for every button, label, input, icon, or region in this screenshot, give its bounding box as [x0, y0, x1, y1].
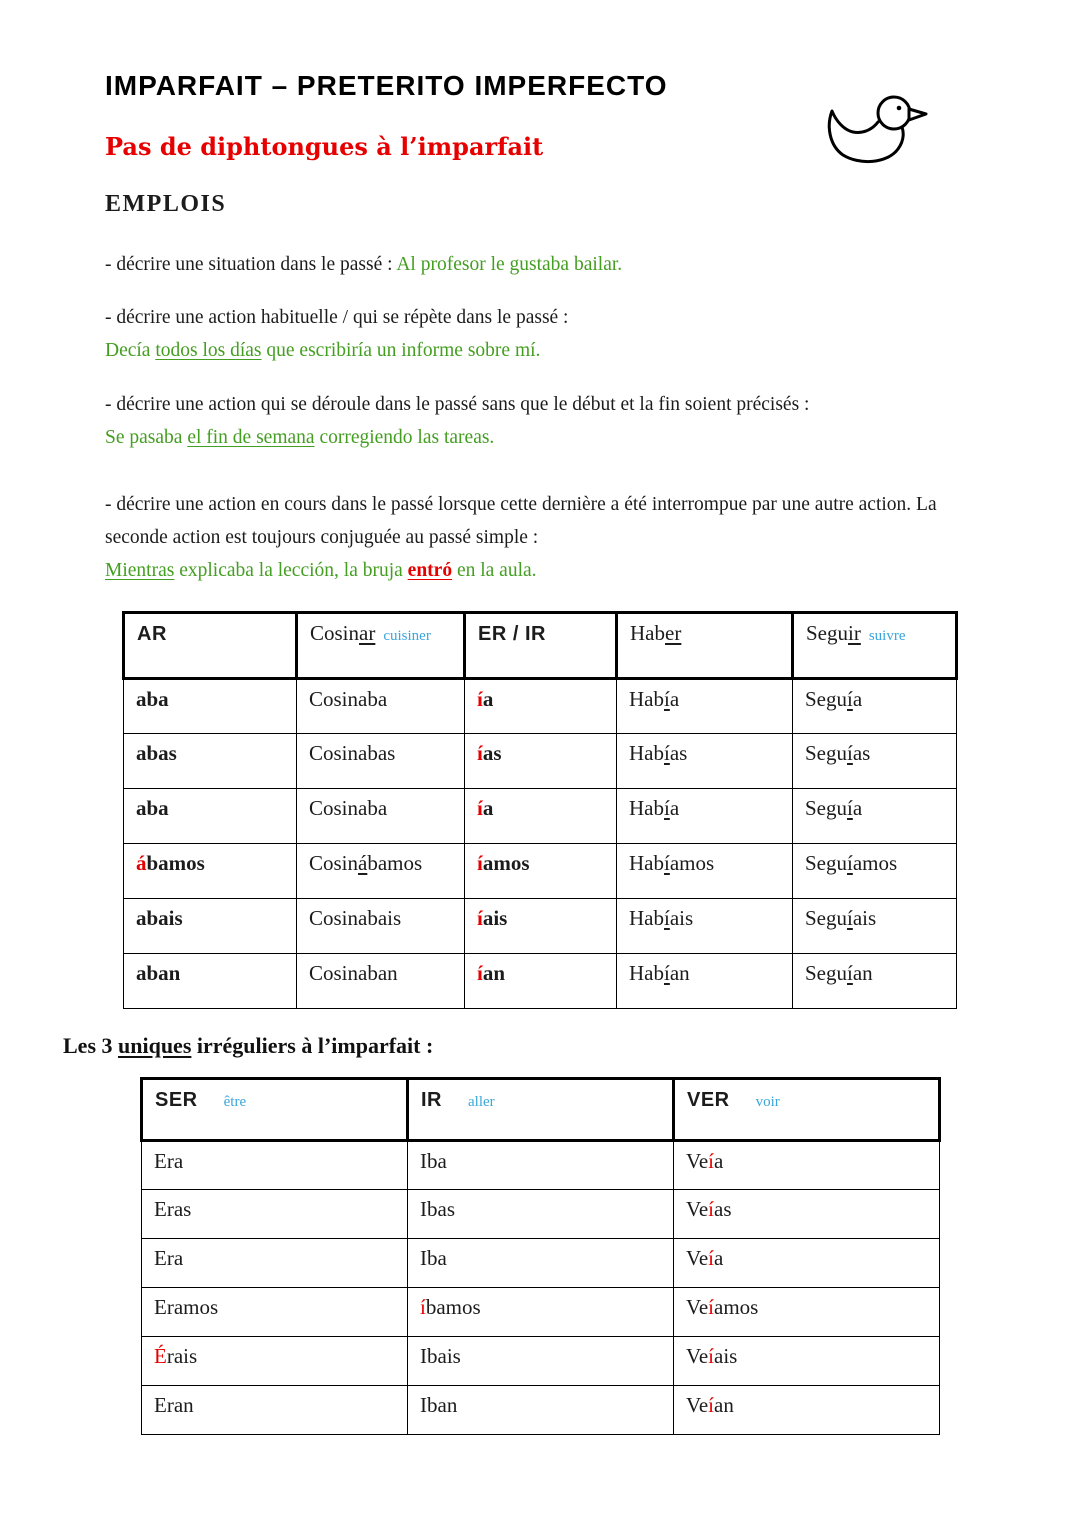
table-cell: [617, 899, 793, 954]
text-segment: Cosinabas: [309, 741, 396, 765]
text-segment: an: [852, 961, 873, 985]
table-cell: [124, 844, 297, 899]
text-segment: explicaba la lección, la bruja: [174, 560, 408, 581]
table-row: [142, 1288, 940, 1337]
text-segment: í: [477, 796, 483, 820]
table-cell: [674, 1337, 940, 1386]
usage-paragraph-1: [105, 248, 985, 281]
text-segment: Cosinaba: [309, 796, 388, 820]
text-segment: abas: [136, 741, 177, 765]
text-segment: É: [154, 1344, 167, 1368]
text-segment: - décrire une action habituelle / qui se répète dans le passé :: [105, 307, 569, 328]
text-segment: á: [136, 851, 147, 875]
table-row: [124, 954, 957, 1009]
text-segment: Al profesor le gustaba bailar.: [396, 254, 623, 275]
text-segment: Era: [154, 1149, 184, 1173]
text-segment: ir: [848, 621, 861, 645]
table-cell: [142, 1337, 408, 1386]
text-segment: Segu: [805, 961, 847, 985]
table-cell: [793, 844, 957, 899]
text-segment: Segu: [805, 796, 847, 820]
text-segment: aba: [136, 796, 169, 820]
example-line: [105, 421, 985, 454]
table-cell: [124, 954, 297, 1009]
table-cell: [465, 844, 617, 899]
text-segment: ar: [359, 621, 376, 645]
table-cell: [408, 1288, 674, 1337]
text-segment: todos los días: [155, 340, 262, 361]
table-header-cell: [674, 1079, 940, 1141]
text-segment: VER: [687, 1089, 730, 1111]
table-cell: [465, 899, 617, 954]
text-segment: a: [714, 1149, 724, 1173]
text-segment: í: [847, 906, 853, 930]
usage-paragraph-3: [105, 388, 985, 454]
text-segment: Ve: [686, 1295, 709, 1319]
text-segment: í: [708, 1197, 715, 1221]
text-segment: í: [477, 906, 483, 930]
table-cell: [674, 1288, 940, 1337]
text-segment: Cosin: [310, 621, 360, 645]
text-segment: er: [665, 621, 682, 645]
text-segment: aba: [136, 687, 169, 711]
table-cell: [142, 1288, 408, 1337]
text-segment: Hab: [629, 741, 664, 765]
text-segment: bamos: [425, 1295, 481, 1319]
paragraph-line: [105, 488, 985, 554]
table-header-row: [142, 1079, 940, 1141]
text-segment: ais: [482, 906, 508, 930]
table-header-cell: [465, 613, 617, 679]
example-line: [105, 554, 985, 587]
table-cell: [674, 1239, 940, 1288]
table-row: [124, 679, 957, 734]
text-segment: Ve: [686, 1344, 709, 1368]
table-header-cell: [124, 613, 297, 679]
table-header-cell: [617, 613, 793, 679]
table-cell: [408, 1337, 674, 1386]
text-segment: Decía: [105, 340, 156, 361]
text-segment: Ve: [686, 1393, 709, 1417]
text-segment: abais: [136, 906, 183, 930]
text-segment: Hab: [629, 906, 664, 930]
table-cell: [297, 844, 465, 899]
text-segment: Ve: [686, 1197, 709, 1221]
text-segment: - décrire une action qui se déroule dans le passé sans que le début et la fin soient précisés :: [105, 394, 810, 415]
text-segment: í: [708, 1149, 715, 1173]
text-segment: í: [664, 741, 670, 765]
text-segment: Iban: [420, 1393, 458, 1417]
table-cell: [674, 1386, 940, 1435]
text-segment: Iba: [420, 1246, 447, 1270]
text-segment: as: [482, 741, 502, 765]
text-segment: uniques: [118, 1033, 192, 1058]
irregulars-heading: [63, 1033, 985, 1059]
text-segment: í: [708, 1246, 715, 1270]
text-segment: í: [477, 687, 483, 711]
text-segment: Segu: [805, 906, 847, 930]
table-cell: [142, 1190, 408, 1239]
table-cell: [793, 789, 957, 844]
table-cell: [297, 899, 465, 954]
table-cell: [793, 899, 957, 954]
text-segment: el fin de semana: [187, 427, 315, 448]
table-cell: [465, 734, 617, 789]
paragraph-line: [105, 248, 985, 281]
duck-icon: [818, 88, 936, 180]
text-segment: Hab: [629, 961, 664, 985]
table-row: [142, 1141, 940, 1190]
table-header-row: [124, 613, 957, 679]
text-segment: í: [477, 741, 483, 765]
text-segment: Eras: [154, 1197, 192, 1221]
text-segment: aban: [136, 961, 181, 985]
text-segment: Mientras: [105, 560, 175, 581]
table-cell: [124, 789, 297, 844]
table-row: [124, 899, 957, 954]
text-segment: as: [852, 741, 871, 765]
text-segment: Hab: [629, 851, 664, 875]
text-segment: que escribiría un informe sobre mí.: [261, 340, 541, 361]
page-subtitle: Pas de diphtongues à l’imparfait: [105, 132, 544, 161]
text-segment: Segu: [805, 687, 847, 711]
table-cell: [297, 679, 465, 734]
text-segment: Eran: [154, 1393, 194, 1417]
text-segment: Eramos: [154, 1295, 219, 1319]
text-segment: - décrire une action en cours dans le passé lorsque cette dernière a été interrompue par une autre action. La seconde action est toujours conjuguée au passé simple :: [105, 494, 937, 548]
table-cell: [793, 954, 957, 1009]
table-cell: [793, 679, 957, 734]
usage-paragraph-4: [105, 488, 985, 587]
text-segment: a: [852, 687, 863, 711]
text-segment: bamos: [367, 851, 423, 875]
text-segment: í: [477, 851, 483, 875]
text-segment: Hab: [630, 621, 665, 645]
text-segment: í: [664, 687, 670, 711]
text-segment: en la aula.: [452, 560, 537, 581]
table-row: [142, 1337, 940, 1386]
table-cell: [793, 734, 957, 789]
text-segment: Cosinabais: [309, 906, 402, 930]
text-segment: í: [664, 961, 670, 985]
text-segment: a: [482, 796, 494, 820]
text-segment: SER: [155, 1089, 198, 1111]
table-row: [142, 1190, 940, 1239]
text-segment: Cosin: [309, 851, 359, 875]
example-line: [105, 334, 985, 367]
text-segment: Ibas: [420, 1197, 455, 1221]
text-segment: être: [223, 1094, 247, 1110]
text-segment: ais: [714, 1344, 738, 1368]
text-segment: entró: [407, 560, 453, 581]
table-cell: [674, 1141, 940, 1190]
table-header-cell: [297, 613, 465, 679]
table-cell: [142, 1141, 408, 1190]
text-segment: Cosinaba: [309, 687, 388, 711]
section-heading-emplois: EMPLOIS: [105, 191, 227, 217]
text-segment: a: [669, 687, 680, 711]
text-segment: amos: [669, 851, 715, 875]
text-segment: í: [708, 1295, 715, 1319]
text-segment: í: [847, 851, 853, 875]
paragraph-line: [105, 388, 985, 421]
usage-paragraph-2: [105, 301, 985, 367]
text-segment: bamos: [146, 851, 205, 875]
text-segment: í: [664, 796, 670, 820]
table-cell: [674, 1190, 940, 1239]
text-segment: Hab: [629, 796, 664, 820]
table-cell: [124, 734, 297, 789]
text-segment: ER / IR: [478, 623, 546, 645]
table-cell: [465, 679, 617, 734]
irregular-verbs-table: [140, 1077, 941, 1435]
text-segment: corregiendo las tareas.: [314, 427, 495, 448]
text-segment: Iba: [420, 1149, 447, 1173]
text-segment: ais: [852, 906, 877, 930]
text-segment: a: [669, 796, 680, 820]
text-segment: í: [664, 851, 670, 875]
table-cell: [465, 789, 617, 844]
text-segment: an: [482, 961, 506, 985]
text-segment: cuisiner: [383, 628, 431, 644]
table-row: [124, 789, 957, 844]
text-segment: í: [708, 1393, 715, 1417]
table-cell: [142, 1386, 408, 1435]
text-segment: Segu: [805, 741, 847, 765]
text-segment: Se pasaba: [105, 427, 188, 448]
text-segment: an: [714, 1393, 734, 1417]
table-cell: [617, 954, 793, 1009]
text-segment: Segu: [805, 851, 847, 875]
table-cell: [617, 734, 793, 789]
table-row: [124, 734, 957, 789]
table-row: [142, 1239, 940, 1288]
table-cell: [408, 1239, 674, 1288]
text-segment: a: [852, 796, 863, 820]
imperfect-endings-table: [122, 611, 958, 1009]
table-cell: [297, 954, 465, 1009]
text-segment: Les 3: [63, 1033, 118, 1058]
table-header-cell: [408, 1079, 674, 1141]
text-segment: rais: [166, 1344, 198, 1368]
table-cell: [408, 1190, 674, 1239]
text-segment: Ve: [686, 1246, 709, 1270]
text-segment: í: [847, 687, 853, 711]
paragraph-line: [105, 301, 985, 334]
text-segment: Era: [154, 1246, 184, 1270]
table-cell: [465, 954, 617, 1009]
table-row: [142, 1386, 940, 1435]
table-cell: [297, 734, 465, 789]
table-cell: [124, 679, 297, 734]
table-cell: [617, 789, 793, 844]
text-segment: an: [669, 961, 690, 985]
table-cell: [142, 1239, 408, 1288]
text-segment: í: [477, 961, 483, 985]
text-segment: amos: [482, 851, 530, 875]
table-row: [124, 844, 957, 899]
text-segment: Cosinaban: [309, 961, 398, 985]
text-segment: á: [358, 851, 368, 875]
table-header-cell: [793, 613, 957, 679]
text-segment: í: [847, 796, 853, 820]
text-segment: - décrire une situation dans le passé :: [105, 254, 397, 275]
text-segment: í: [664, 906, 670, 930]
text-segment: voir: [755, 1094, 780, 1110]
text-segment: ais: [669, 906, 694, 930]
table-cell: [617, 844, 793, 899]
table-cell: [617, 679, 793, 734]
text-segment: í: [708, 1344, 715, 1368]
text-segment: a: [482, 687, 494, 711]
text-segment: Segu: [806, 621, 848, 645]
text-segment: a: [714, 1246, 724, 1270]
text-segment: Hab: [629, 687, 664, 711]
page-title: IMPARFAIT – PRETERITO IMPERFECTO: [105, 70, 668, 101]
text-segment: amos: [852, 851, 898, 875]
text-segment: Ve: [686, 1149, 709, 1173]
text-segment: suivre: [868, 628, 906, 644]
text-segment: irréguliers à l’imparfait :: [191, 1033, 434, 1058]
text-segment: aller: [468, 1094, 495, 1110]
text-segment: AR: [137, 623, 167, 645]
text-segment: Ibais: [420, 1344, 461, 1368]
text-segment: amos: [714, 1295, 759, 1319]
text-segment: as: [669, 741, 688, 765]
text-segment: í: [847, 961, 853, 985]
text-segment: as: [714, 1197, 732, 1221]
table-cell: [408, 1386, 674, 1435]
table-cell: [408, 1141, 674, 1190]
table-cell: [124, 899, 297, 954]
table-cell: [297, 789, 465, 844]
table-header-cell: [142, 1079, 408, 1141]
text-segment: í: [847, 741, 853, 765]
text-segment: IR: [421, 1089, 442, 1111]
text-segment: í: [420, 1295, 426, 1319]
